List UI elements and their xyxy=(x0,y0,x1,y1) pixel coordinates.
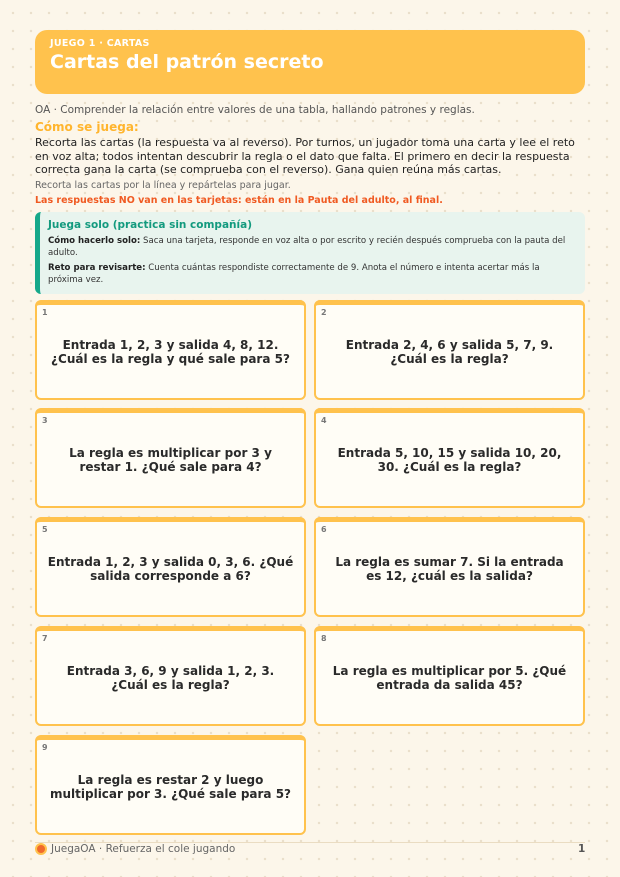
cut-note: Recorta las cartas por la línea y repártelas para jugar. xyxy=(35,180,291,191)
card-number: 4 xyxy=(321,416,327,425)
howto-text: Recorta las cartas (la respuesta va al reverso). Por turnos, un jugador toma una carta y lee el reto en voz alta; todos intentan descubrir la regla o el dato que falta. El primero en decir la respuesta correcta gana la carta (se comprueba con el reverso). Gana quien reúna más cartas. xyxy=(35,136,575,177)
card-number: 2 xyxy=(321,308,327,317)
challenge-card xyxy=(35,300,306,400)
challenge-card xyxy=(314,300,585,400)
game-kicker: JUEGO 1 · CARTAS xyxy=(50,38,150,49)
card-number: 6 xyxy=(321,525,327,534)
solo-how-label: Cómo hacerlo solo: xyxy=(48,236,141,246)
challenge-card xyxy=(35,408,306,508)
card-number: 7 xyxy=(42,634,48,643)
page-title: Cartas del patrón secreto xyxy=(50,51,324,73)
card-number: 9 xyxy=(42,743,48,752)
challenge-card xyxy=(314,626,585,726)
card-number: 8 xyxy=(321,634,327,643)
challenge-card xyxy=(35,626,306,726)
card-number: 5 xyxy=(42,525,48,534)
solo-play-box xyxy=(35,212,585,294)
solo-title: Juega solo (practica sin compañía) xyxy=(48,219,252,231)
solo-review-label: Reto para revisarte: xyxy=(48,263,146,273)
page-header xyxy=(35,30,585,94)
card-number: 1 xyxy=(42,308,48,317)
card-question: Entrada 1, 2, 3 y salida 0, 3, 6. ¿Qué salida corresponde a 6? xyxy=(47,554,294,583)
footer-brand: JuegaOA · Refuerza el cole jugando xyxy=(51,843,236,855)
juegaoa-logo-icon xyxy=(35,843,47,855)
card-question: La regla es sumar 7. Si la entrada es 12, ¿cuál es la salida? xyxy=(335,554,564,583)
card-number: 3 xyxy=(42,416,48,425)
challenge-card xyxy=(35,517,306,617)
solo-review xyxy=(48,262,575,286)
howto-heading: Cómo se juega: xyxy=(35,120,139,134)
challenge-card xyxy=(314,408,585,508)
solo-review-text: Cuenta cuántas respondiste correctamente de 9. Anota el número e intenta acertar más la próxima vez. xyxy=(48,263,540,285)
page-number: 1 xyxy=(578,843,586,855)
card-question: Entrada 3, 6, 9 y salida 1, 2, 3. ¿Cuál es la regla? xyxy=(66,663,275,692)
card-question: La regla es multiplicar por 3 y restar 1. ¿Qué sale para 4? xyxy=(69,445,272,474)
card-question: Entrada 1, 2, 3 y salida 4, 8, 12. ¿Cuál es la regla y qué sale para 5? xyxy=(51,337,290,366)
challenge-card xyxy=(314,517,585,617)
card-question: La regla es restar 2 y luego multiplicar por 3. ¿Qué sale para 5? xyxy=(49,772,292,801)
learning-objective: OA · Comprender la relación entre valores de una tabla, hallando patrones y reglas. xyxy=(35,104,475,116)
card-question: Entrada 5, 10, 15 y salida 10, 20, 30. ¿Cuál es la regla? xyxy=(337,445,562,474)
challenge-card xyxy=(35,735,306,835)
solo-how-text: Saca una tarjeta, responde en voz alta o por escrito y recién después comprueba con la pauta del adulto. xyxy=(48,236,566,258)
card-question: Entrada 2, 4, 6 y salida 5, 7, 9. ¿Cuál es la regla? xyxy=(345,337,554,366)
solo-how xyxy=(48,235,575,259)
card-question: La regla es multiplicar por 5. ¿Qué entrada da salida 45? xyxy=(332,663,567,692)
answers-warning: Las respuestas NO van en las tarjetas: están en la Pauta del adulto, al final. xyxy=(35,195,443,206)
